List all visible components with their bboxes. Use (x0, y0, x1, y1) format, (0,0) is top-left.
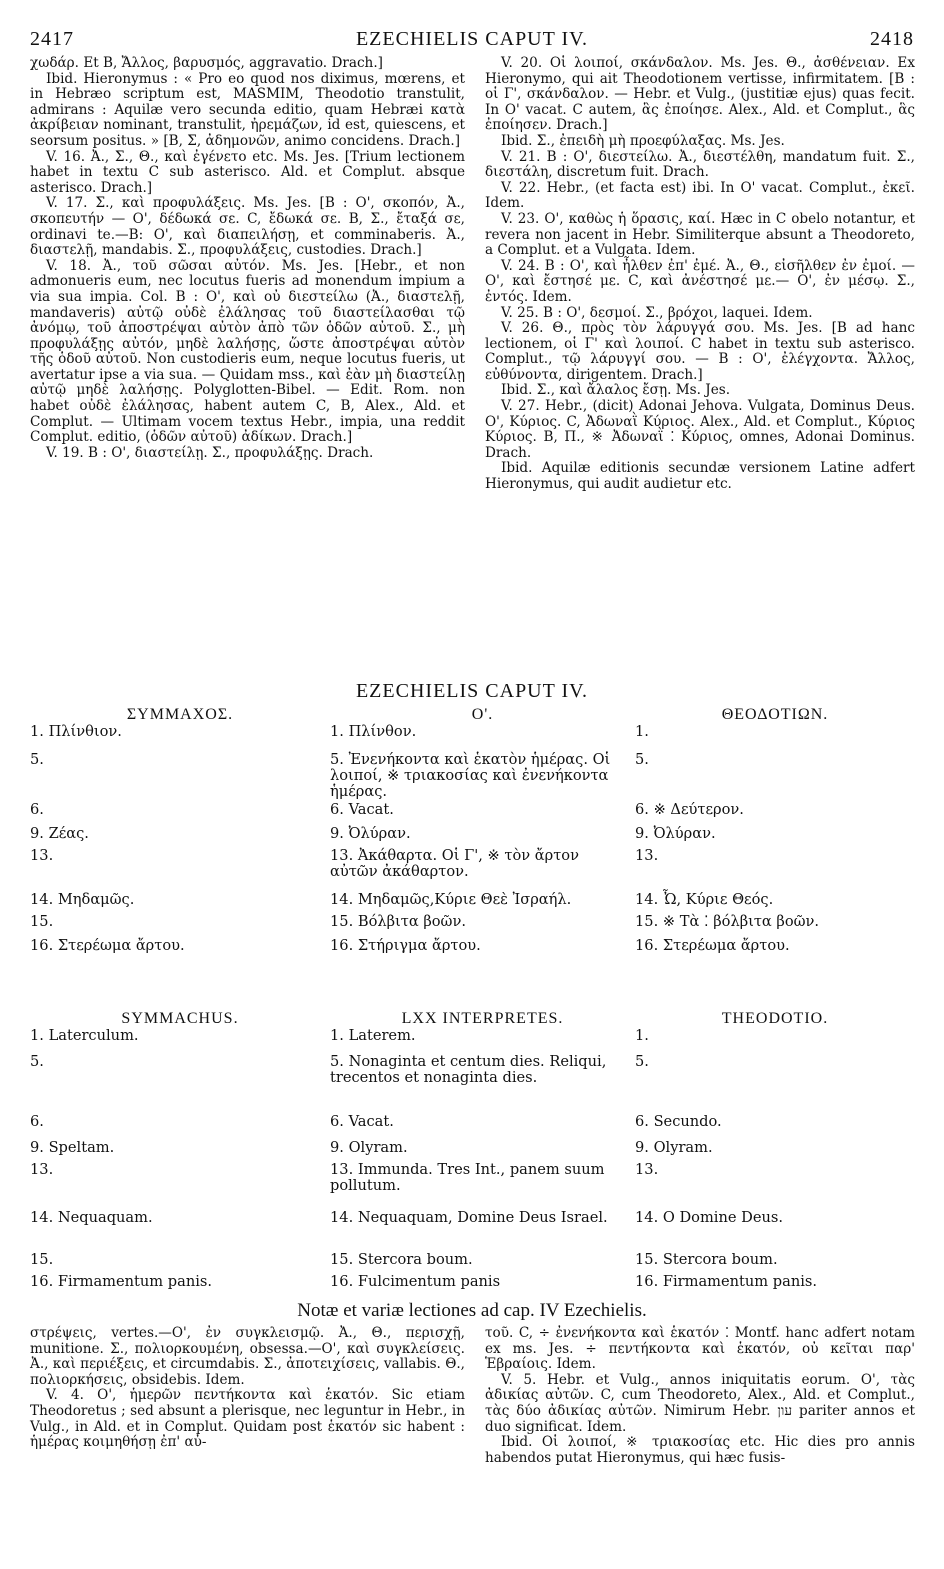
table-cell: 15. Stercora boum. (330, 1251, 473, 1268)
table-row (30, 1140, 915, 1162)
table-cell: 15. Βόλβιτα βοῶν. (330, 913, 466, 930)
table-cell: 6. Vacat. (330, 801, 394, 818)
note-paragraph: V. 26. Θ., πρὸς τὸν λάρυγγά σου. Ms. Jes. [B ad hanc lectionem, οἱ Γ' καὶ λοιποί. C habet in textu sub asterisco. Complut., τῷ λάρυγγί σου. — B : O', ἐλέγχοντα. Ἄλλος, εὐθύνοντα, dirigentem. Drach.] (485, 320, 915, 383)
note-paragraph: Ibid. Οἱ λοιποί, ※ τριακοσίας etc. Hic dies pro annis habendos putat Hieronymus, qui hæc fusis- (485, 1434, 915, 1466)
table-cell: 14. Ὦ, Κύριε Θεός. (635, 891, 774, 908)
table-row (30, 802, 915, 826)
table-cell: 6. (30, 801, 44, 818)
note-paragraph: Ibid. Σ., καὶ ἄλαλος ἔσῃ. Ms. Jes. (501, 382, 731, 399)
table-row (30, 914, 915, 938)
table-row (30, 1252, 915, 1274)
column-header: THEODOTIO. (721, 1010, 829, 1027)
note-paragraph: V. 25. B : O', δεσμοί. Σ., βρόχοι, laquei. Idem. (501, 304, 813, 321)
table-cell: 5. (30, 1053, 44, 1070)
latin-versions-table (30, 1010, 915, 1296)
page-number-left: 2417 (30, 28, 74, 50)
table-row (30, 848, 915, 892)
table-cell: 15. (30, 1251, 54, 1268)
note-paragraph: στρέψεις, vertes.—O', ἐν συγκλεισμῷ. Ἀ., Θ., περισχῇ, munitione. Σ., πολιορκουμένη, obsessa.—O', καὶ συγκλείσεις. Ἀ., καὶ περιέξεις, et circumdabis. Σ., ἀποτειχίσεις, vallabis. Θ., πολιορκήσεις, obsidebis. Idem. (30, 1325, 465, 1388)
greek-versions-table (30, 706, 915, 960)
table-cell: 6. Vacat. (330, 1113, 394, 1130)
note-paragraph: V. 16. Ἀ., Σ., Θ., καὶ ἐγένετο etc. Ms. Jes. [Trium lectionem habet in textu C sub asterisco. Ald. et Complut. absque asterisco. Drach.] (30, 148, 465, 196)
table-cell: 9. Olyram. (330, 1139, 408, 1156)
table-cell: 16. Στερέωμα ἄρτου. (30, 937, 185, 954)
table-cell: 16. Στερέωμα ἄρτου. (635, 937, 790, 954)
note-paragraph: V. 21. B : O', διεστείλω. Ἀ., διεστέλθη, mandatum fuit. Σ., διεστάλη, discretum fuit. Drach. (485, 148, 915, 181)
table-cell: 1. Laterem. (330, 1027, 416, 1044)
table-cell: 5. (635, 1053, 649, 1070)
table-cell: 1. (635, 1027, 649, 1044)
left-column-notes (30, 56, 465, 656)
table-row (30, 752, 915, 802)
table-cell: 6. (30, 1113, 44, 1130)
table-cell: 16. Firmamentum panis. (635, 1273, 818, 1290)
table-row (30, 724, 915, 752)
table-cell: 1. (635, 723, 649, 740)
table-cell: 6. ※ Δεύτερον. (635, 801, 744, 818)
notes-title: Notæ et variæ lectiones ad cap. IV Ezechielis. (297, 1300, 647, 1321)
page-number-right: 2418 (870, 28, 914, 50)
table-cell: 13. (30, 847, 54, 864)
table-cell: 15. (30, 913, 54, 930)
table-cell: 13. (30, 1161, 54, 1178)
table-cell: 9. Ὀλύραν. (635, 825, 716, 842)
table-cell: 9. Speltam. (30, 1139, 115, 1156)
table-header (30, 706, 915, 724)
table-cell: 13. Ἀκάθαρτα. Οἱ Γ', ※ τὸν ἄρτον αὐτῶν ἀκάθαρτον. (330, 847, 579, 880)
table-body (30, 724, 915, 960)
column-header: ΘΕΟΔΟΤΙΩΝ. (721, 706, 829, 723)
note-paragraph: V. 18. Ἀ., τοῦ σῶσαι αὐτόν. Ms. Jes. [Hebr., et non admonueris eum, nec locutus fueris ad monendum impium a via sua impia. Col. B : O', καὶ οὐ διεστείλω (Ἀ., διαστελῇ, mandaveris) αὐτῷ οὐδὲ ἐλάλησας τοῦ διαστείλασθαι τῷ ἀνόμῳ, τοῦ ἀποστρέψαι αὐτὸν ἀπὸ τῶν ὁδῶν αὐτοῦ. Σ., μὴ προφυλάξῃς αὐτόν, μηδὲ λαλήσῃς, ὥστε ἀποστρέψαι αὐτὸν τῆς ὁδοῦ αὐτοῦ. Non custodieris eum, neque locutus fueris, ut avertatur ipse a via sua. — Quidam mss., καὶ ἐὰν μὴ διαστείλῃ αὐτῷ μηδὲ λαλήσῃς. Polyglotten-Bibel. — Edit. Rom. non habet οὐδὲ ἐλάλησας, habent autem C, B, Alex., Ald. et Complut. — Ultimam vocem textus Hebr., impia, una reddit Complut. editio, (ὁδῶν αὐτοῦ) ἀδίκων. Drach.] (30, 257, 465, 446)
table-row (30, 1274, 915, 1296)
table-cell: 1. Laterculum. (30, 1027, 139, 1044)
table-row (30, 892, 915, 914)
table-row (30, 1114, 915, 1140)
note-paragraph: χωδάρ. Et B, Ἄλλος, βαρυσμός, aggravatio. Drach.] (30, 55, 383, 71)
note-paragraph: V. 24. B : O', καὶ ἦλθεν ἐπ' ἐμέ. Ἀ., Θ., εἰσῆλθεν ἐν ἐμοί. —O', καὶ ἔστησέ με. C, καὶ ἀνέστησέ με.— O', ἐν μέσῳ. Σ., ἐντός. Idem. (485, 257, 915, 305)
note-paragraph: V. 22. Hebr., (et facta est) ibi. In O' vacat. Complut., ἐκεῖ. Idem. (485, 179, 915, 212)
table-row (30, 1210, 915, 1252)
table-cell: 16. Στήριγμα ἄρτου. (330, 937, 481, 954)
table-body (30, 1028, 915, 1296)
right-column-notes (485, 56, 915, 656)
table-cell: 9. Ὀλύραν. (330, 825, 411, 842)
table-cell: 13. (635, 847, 659, 864)
table-cell: 5. Ἐνενήκοντα καὶ ἑκατὸν ἡμέρας. Οἱ λοιποί, ※ τριακοσίας καὶ ἐνενήκοντα ἡμέρας. (330, 751, 611, 800)
notes-right-column (485, 1326, 915, 1556)
table-cell: 14. Μηδαμῶς. (30, 891, 135, 908)
table-row (30, 1028, 915, 1054)
table-cell: 14. Nequaquam. (30, 1209, 153, 1226)
column-header: O'. (471, 706, 494, 723)
note-paragraph: V. 27. Hebr., (dicit) Adonai Jehova. Vulgata, Dominus Deus. O', Κύριος. C, Ἀδωναῒ Κύριος. Alex., Ald. et Complut., Κύριος Κύριος. B, Π., ※ Ἀδωναῒ ⁚ Κύριος, omnes, Adonai Dominus. Drach. (485, 398, 915, 461)
note-paragraph: V. 17. Σ., καὶ προφυλάξεις. Ms. Jes. [B : O', σκοπόν, Ἀ., σκοπευτήν — O', δέδωκά σε. C, ἔδωκά σε. B, Σ., ἔταξά σε, ordinavi te.—B: O', καὶ διαπειλήσῃ, et comminaberis. Ἀ., διαστελῇ, mandabis. Σ., προφυλάξεις, custodies. Drach.] (30, 195, 465, 259)
table-cell: 15. Stercora boum. (635, 1251, 778, 1268)
column-header: ΣΥΜΜΑΧΟΣ. (126, 706, 234, 723)
table-row (30, 1162, 915, 1210)
table-cell: 9. Olyram. (635, 1139, 713, 1156)
table-cell: 14. Nequaquam, Domine Deus Israel. (330, 1209, 608, 1226)
table-cell: 14. O Domine Deus. (635, 1209, 783, 1226)
table-cell: 15. ※ Τὰ ⁚ βόλβιτα βοῶν. (635, 913, 820, 930)
table-cell: 16. Fulcimentum panis (330, 1273, 501, 1290)
table-header (30, 1010, 915, 1028)
running-title: EZECHIELIS CAPUT IV. (355, 28, 589, 50)
column-header: SYMMACHUS. (121, 1010, 239, 1027)
note-paragraph: V. 4. O', ἡμερῶν πεντήκοντα καὶ ἑκατόν. Sic etiam Theodoretus ; sed absunt a plerisque, nec leguntur in Hebr., in Vulg., in Ald. et in Complut. Quidam post ἑκατόν sic habent : ἡμέρας κοιμηθήσῃ ἐπ' αὐ- (30, 1387, 465, 1451)
note-paragraph: Ibid. Aquilæ editionis secundæ versionem Latine adfert Hieronymus, qui audit audietur etc. (485, 460, 915, 493)
note-paragraph: V. 23. O', καθὼς ἡ ὅρασις, καί. Hæc in C obelo notantur, et revera non jacent in Hebr. Similiterque absunt a Theodoreto, a Complut. et a Vulgata. Idem. (485, 210, 915, 259)
note-paragraph: V. 19. B : O', διαστείλῃ. Σ., προφυλάξῃς. Drach. (46, 444, 374, 461)
table-cell: 9. Ζέας. (30, 825, 89, 842)
note-paragraph: τοῦ. C, ÷ ἐνενήκοντα καὶ ἑκατόν ⁚ Montf. hanc adfert notam ex ms. Jes. ÷ πεντήκοντα καὶ ἑκατόν, οὐ κεῖται παρ' Ἑβραίοις. Idem. (485, 1325, 915, 1373)
table-cell: 13. (635, 1161, 659, 1178)
table-cell: 5. (635, 751, 649, 768)
table-row (30, 1054, 915, 1114)
table-row (30, 938, 915, 960)
table-cell: 5. (30, 751, 44, 768)
table-cell: 16. Firmamentum panis. (30, 1273, 213, 1290)
table-cell: 14. Μηδαμῶς,Κύριε Θεὲ Ἰσραήλ. (330, 891, 572, 908)
table-cell: 13. Immunda. Tres Int., panem suum pollutum. (330, 1161, 605, 1194)
table-cell: 1. Πλίνθον. (330, 723, 417, 740)
note-paragraph: Ibid. Hieronymus : « Pro eo quod nos diximus, mœrens, et in Hebræo scriptum est, MASMIM, Theodotio transtulit, admirans : Aquilæ vero secunda editio, quam Hebræi κατὰ ἀκρίβειαν nominant, transtulit, ἠρεμάζων, id est, quiescens, et seorsum positus. » [B, Σ, ἀδημονῶν, animo concidens. Drach.] (30, 70, 465, 149)
section-title: EZECHIELIS CAPUT IV. (355, 680, 589, 702)
note-paragraph: V. 20. Οἱ λοιποί, σκάνδαλον. Ms. Jes. Θ., ἀσθένειαν. Ex Hieronymo, qui ait Theodotionem vertisse, infirmitatem. [B : οἱ Γ', σκάνδαλον. — Hebr. et Vulg., (justitiæ ejus) quas fecit. In O' vacat. C autem, ἃς ἐποίησε. Alex., Ald. et Complut., ἃς ἐποίησεν. Drach.] (485, 55, 915, 134)
running-header (30, 28, 914, 52)
table-cell: 5. Nonaginta et centum dies. Reliqui, trecentos et nonaginta dies. (330, 1053, 607, 1086)
notes-left-column (30, 1326, 465, 1556)
table-cell: 1. Πλίνθιον. (30, 723, 122, 740)
table-cell: 6. Secundo. (635, 1113, 722, 1130)
column-header: LXX INTERPRETES. (401, 1010, 564, 1027)
note-paragraph: Ibid. Σ., ἐπειδὴ μὴ προεφύλαξας. Ms. Jes. (501, 132, 785, 149)
note-paragraph: V. 5. Hebr. et Vulg., annos iniquitatis eorum. O', τὰς ἀδικίας αὐτῶν. C, cum Theodoreto, Alex., Ald. et Complut., τὰς δύο ἀδικίας αὐτῶν. Nimirum Hebr. עון pariter annos et duo significat. Idem. (485, 1371, 915, 1435)
table-row (30, 826, 915, 848)
